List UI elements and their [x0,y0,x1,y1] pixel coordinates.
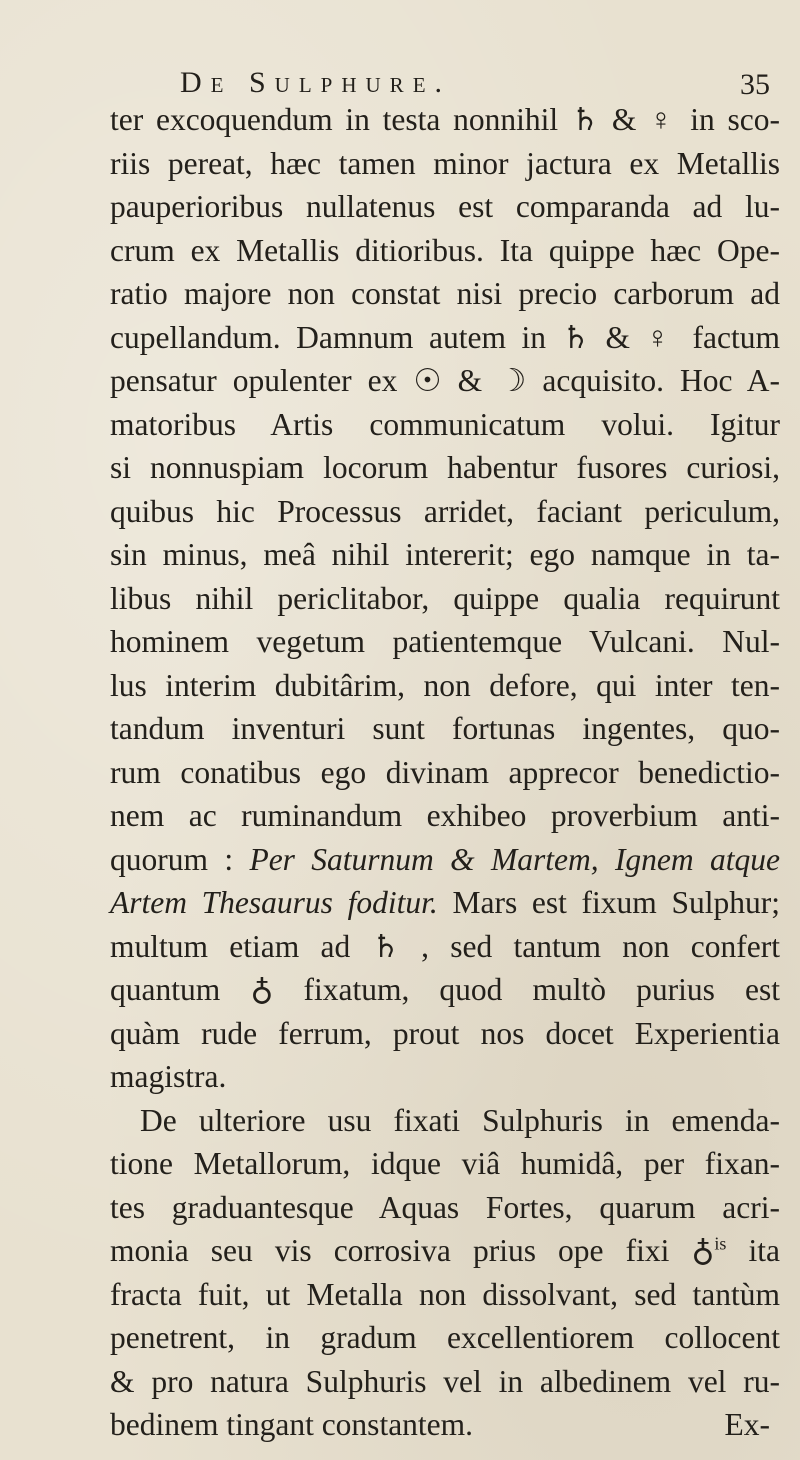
text-line: De ulteriore usu fixati Sulphuris in emenda- [140,1102,780,1138]
text-line: sin minus, meâ nihil intererit; ego namque in ta- [110,537,780,572]
text-line: rum conatibus ego divinam apprecor benedictio- [110,754,780,790]
last-line [110,1403,780,1447]
catchword: Ex- [724,1407,770,1442]
text-line: Artem Thesaurus foditur. Mars est fixum Sulphur; [110,885,780,920]
text-line: monia seu vis corrosiva prius ope fixi ♁$^{is}$ ita [110,1233,780,1268]
text-line: libus nihil periclitabor, quippe qualia requirunt [110,580,780,616]
superscript-suffix: is [714,1233,727,1254]
text-line: lus interim dubitârim, non defore, qui inter ten- [110,667,780,703]
text-line: multum etiam ad ♄ , sed tantum non confert [110,928,780,964]
text-line: ter excoquendum in testa nonnihil ♄ & ♀ in sco- [110,102,780,137]
text-line: bedinem tingant constantem. [110,1407,474,1442]
proverb-text: Artem Thesaurus foditur. [110,885,438,920]
text-line: si nonnuspiam locorum habentur fusores curiosi, [110,450,780,485]
text-line: hominem vegetum patientemque Vulcani. Nul- [110,624,780,659]
text-line: nem ac ruminandum exhibeo proverbium anti- [110,798,780,833]
text-line: matoribus Artis communicatum volui. Igitur [110,406,780,442]
text-line: quorum : Per Saturnum & Martem, Ignem atque [110,841,780,877]
text-line: & pro natura Sulphuris vel in albedinem vel ru- [110,1363,780,1399]
text-line: crum ex Metallis ditioribus. Ita quippe hæc Ope- [110,232,780,268]
running-title: De Sulphure. [180,66,452,99]
body-text [110,98,780,1447]
text-line: tes graduantesque Aquas Fortes, quarum acri- [110,1189,780,1225]
text-line: magistra. [110,1059,227,1094]
text-line: quibus hic Processus arridet, faciant periculum, [110,493,780,529]
proverb-text: Per Saturnum & Martem, Ignem atque [249,841,780,877]
text-line: fracta fuit, ut Metalla non dissolvant, sed tantùm [110,1276,780,1312]
text-line: quantum ♁ fixatum, quod multò purius est [110,972,780,1007]
text-line: ratio majore non constat nisi precio carborum ad [110,276,780,311]
text-line: pensatur opulenter ex ☉ & ☽ acquisito. Hoc A- [110,363,780,398]
text-line: tandum inventuri sunt fortunas ingentes, quo- [110,711,780,746]
text-line: cupellandum. Damnum autem in ♄ & ♀ factum [110,319,780,355]
text-line: riis pereat, hæc tamen minor jactura ex Metallis [110,145,780,181]
text-line: penetrent, in gradum excellentiorem collocent [110,1320,780,1355]
text-line: pauperioribus nullatenus est comparanda ad lu- [110,189,780,224]
page-number: 35 [740,68,770,101]
text-line: tione Metallorum, idque viâ humidâ, per fixan- [110,1146,780,1181]
text-line: quàm rude ferrum, prout nos docet Experientia [110,1015,780,1051]
